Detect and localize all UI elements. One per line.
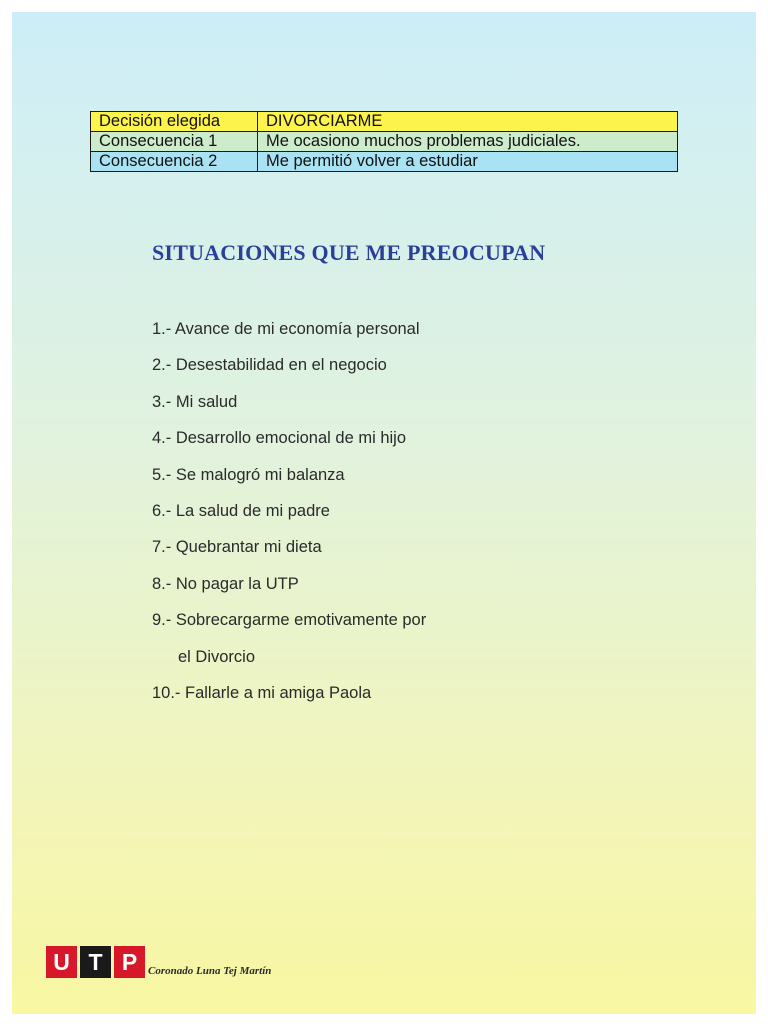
list-item-continuation: el Divorcio (178, 647, 256, 666)
decision-value: DIVORCIARME (258, 112, 678, 132)
list-item: 8.- No pagar la UTP (152, 574, 299, 593)
list-item: 3.- Mi salud (152, 392, 238, 411)
list-item: 4.- Desarrollo emocional de mi hijo (152, 429, 407, 448)
logo-letter-t: T (80, 946, 111, 978)
footer (46, 946, 271, 978)
section-heading: SITUACIONES QUE ME PREOCUPAN (152, 240, 546, 265)
concerns-list (152, 318, 426, 718)
logo-letter-p: P (114, 946, 145, 978)
list-item: 5.- Se malogró mi balanza (152, 465, 345, 484)
decision-table (90, 111, 678, 172)
logo-letter-u: U (46, 946, 77, 978)
consequence-1-label: Consecuencia 1 (91, 132, 258, 152)
consequence-2-value: Me permitió volver a estudiar (258, 152, 678, 172)
author-name: Coronado Luna Tej Martín (148, 965, 272, 977)
list-item: 9.- Sobrecargarme emotivamente por (152, 611, 427, 630)
list-item: 2.- Desestabilidad en el negocio (152, 356, 387, 375)
consequence-2-row (91, 152, 678, 172)
list-item: 1.- Avance de mi economía personal (152, 320, 420, 338)
utp-logo (46, 946, 145, 978)
decision-label: Decisión elegida (91, 112, 258, 132)
list-item: 7.- Quebrantar mi dieta (152, 538, 322, 557)
consequence-2-label: Consecuencia 2 (91, 152, 258, 172)
consequence-1-value: Me ocasiono muchos problemas judiciales. (258, 132, 678, 152)
list-item: 6.- La salud de mi padre (152, 501, 330, 520)
list-item: 10.- Fallarle a mi amiga Paola (152, 683, 372, 702)
consequence-1-row (91, 132, 678, 152)
decision-row (91, 112, 678, 132)
page (12, 12, 756, 1014)
